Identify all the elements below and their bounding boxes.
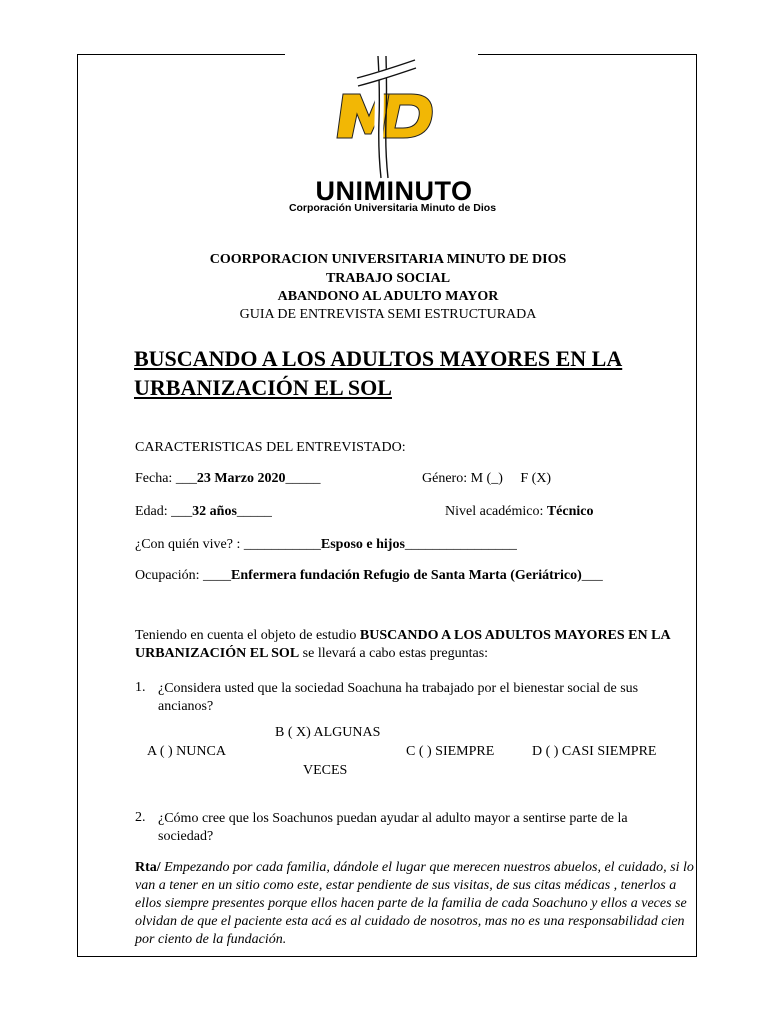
header-topic: ABANDONO AL ADULTO MAYOR xyxy=(277,289,499,304)
edad-underline-pre: ___ xyxy=(171,504,193,519)
header-guide-type: GUIA DE ENTREVISTA SEMI ESTRUCTURADA xyxy=(239,307,537,322)
vive-underline-post: ________________ xyxy=(404,537,517,552)
option-b-line2: VECES xyxy=(303,763,348,778)
intro-paragraph xyxy=(135,627,680,663)
characteristics-heading: CARACTERISTICAS DEL ENTREVISTADO: xyxy=(135,440,406,455)
page-border-top-left xyxy=(77,54,285,55)
genero-field xyxy=(422,471,551,487)
genero-label: Género: xyxy=(422,471,471,486)
nivel-field xyxy=(445,504,594,520)
ocupacion-underline-post: ___ xyxy=(581,568,603,583)
fecha-label: Fecha: xyxy=(135,471,176,486)
ocupacion-value: Enfermera fundación Refugio de Santa Marta (Geriátrico) xyxy=(231,568,582,583)
nivel-label: Nivel académico: xyxy=(445,504,547,519)
fecha-value: 23 Marzo 2020 xyxy=(196,471,286,486)
question-2-text: ¿Cómo cree que los Soachunos puedan ayudar al adulto mayor a sentirse parte de la sociedad? xyxy=(158,811,628,844)
intro-text-pre: Teniendo en cuenta el objeto de estudio xyxy=(135,628,360,643)
header-institution: COORPORACION UNIVERSITARIA MINUTO DE DIOS xyxy=(209,252,567,267)
answer-label: Rta/ xyxy=(135,860,161,875)
answer-paragraph xyxy=(135,859,695,949)
nivel-value: Técnico xyxy=(546,504,594,519)
vive-field xyxy=(135,537,517,553)
ocupacion-field xyxy=(135,568,603,584)
question-2-number: 2. xyxy=(135,810,146,825)
option-a: A ( ) NUNCA xyxy=(147,744,226,759)
page-title-line1: BUSCANDO A LOS ADULTOS MAYORES EN LA xyxy=(134,346,623,371)
question-1-text: ¿Considera usted que la sociedad Soachuna ha trabajado por el bienestar social de sus ancianos? xyxy=(158,681,639,714)
answer-text: Empezando por cada familia, dándole el lugar que merecen nuestros abuelos, el cuidado, si lo van a tener en un sitio como este, estar pendiente de sus visitas, de sus citas médicas , tenerlos a ellos siempre presentes porque ellos hacen parte de la familia de cada Soachuno y ellos a veces se olvidan de que el paciente esta acá es al cuidado de nosotros, mas no es una responsabilidad cien por ciento de la fundación. xyxy=(135,860,694,947)
page-border-top-right xyxy=(478,54,697,55)
page-title-line2: URBANIZACIÓN EL SOL xyxy=(134,375,392,400)
page-border-bottom xyxy=(77,956,697,957)
option-d: D ( ) CASI SIEMPRE xyxy=(532,744,657,759)
ocupacion-underline-pre: ____ xyxy=(203,568,232,583)
logo-wordmark: UNIMINUTO xyxy=(315,176,473,206)
page-border-left xyxy=(77,54,78,957)
edad-label: Edad: xyxy=(135,504,172,519)
edad-underline-post: _____ xyxy=(236,504,272,519)
fecha-field xyxy=(135,471,320,487)
option-c: C ( ) SIEMPRE xyxy=(406,744,495,759)
vive-underline-pre: ___________ xyxy=(243,537,321,552)
intro-text-post: se llevará a cabo estas preguntas: xyxy=(299,646,489,661)
page-title xyxy=(134,344,694,402)
edad-field xyxy=(135,504,272,520)
edad-value: 32 años xyxy=(192,504,237,519)
genero-value: M (_) F (X) xyxy=(470,471,552,486)
ocupacion-label: Ocupación: xyxy=(135,568,204,583)
intro-study-title: BUSCANDO A LOS ADULTOS MAYORES EN LA URBANIZACIÓN EL SOL xyxy=(135,628,670,661)
option-b-line1: B ( X) ALGUNAS xyxy=(275,725,381,740)
md-cross-logo-icon xyxy=(285,50,500,180)
fecha-underline-pre: ___ xyxy=(175,471,197,486)
fecha-underline-post: _____ xyxy=(285,471,321,486)
question-1-number: 1. xyxy=(135,680,146,695)
vive-value: Esposo e hijos xyxy=(320,537,405,552)
vive-label: ¿Con quién vive? : xyxy=(135,537,244,552)
logo-subtitle: Corporación Universitaria Minuto de Dios xyxy=(288,202,497,214)
page-border-right xyxy=(696,54,697,957)
uniminuto-logo xyxy=(285,50,500,220)
header-program: TRABAJO SOCIAL xyxy=(325,271,451,286)
